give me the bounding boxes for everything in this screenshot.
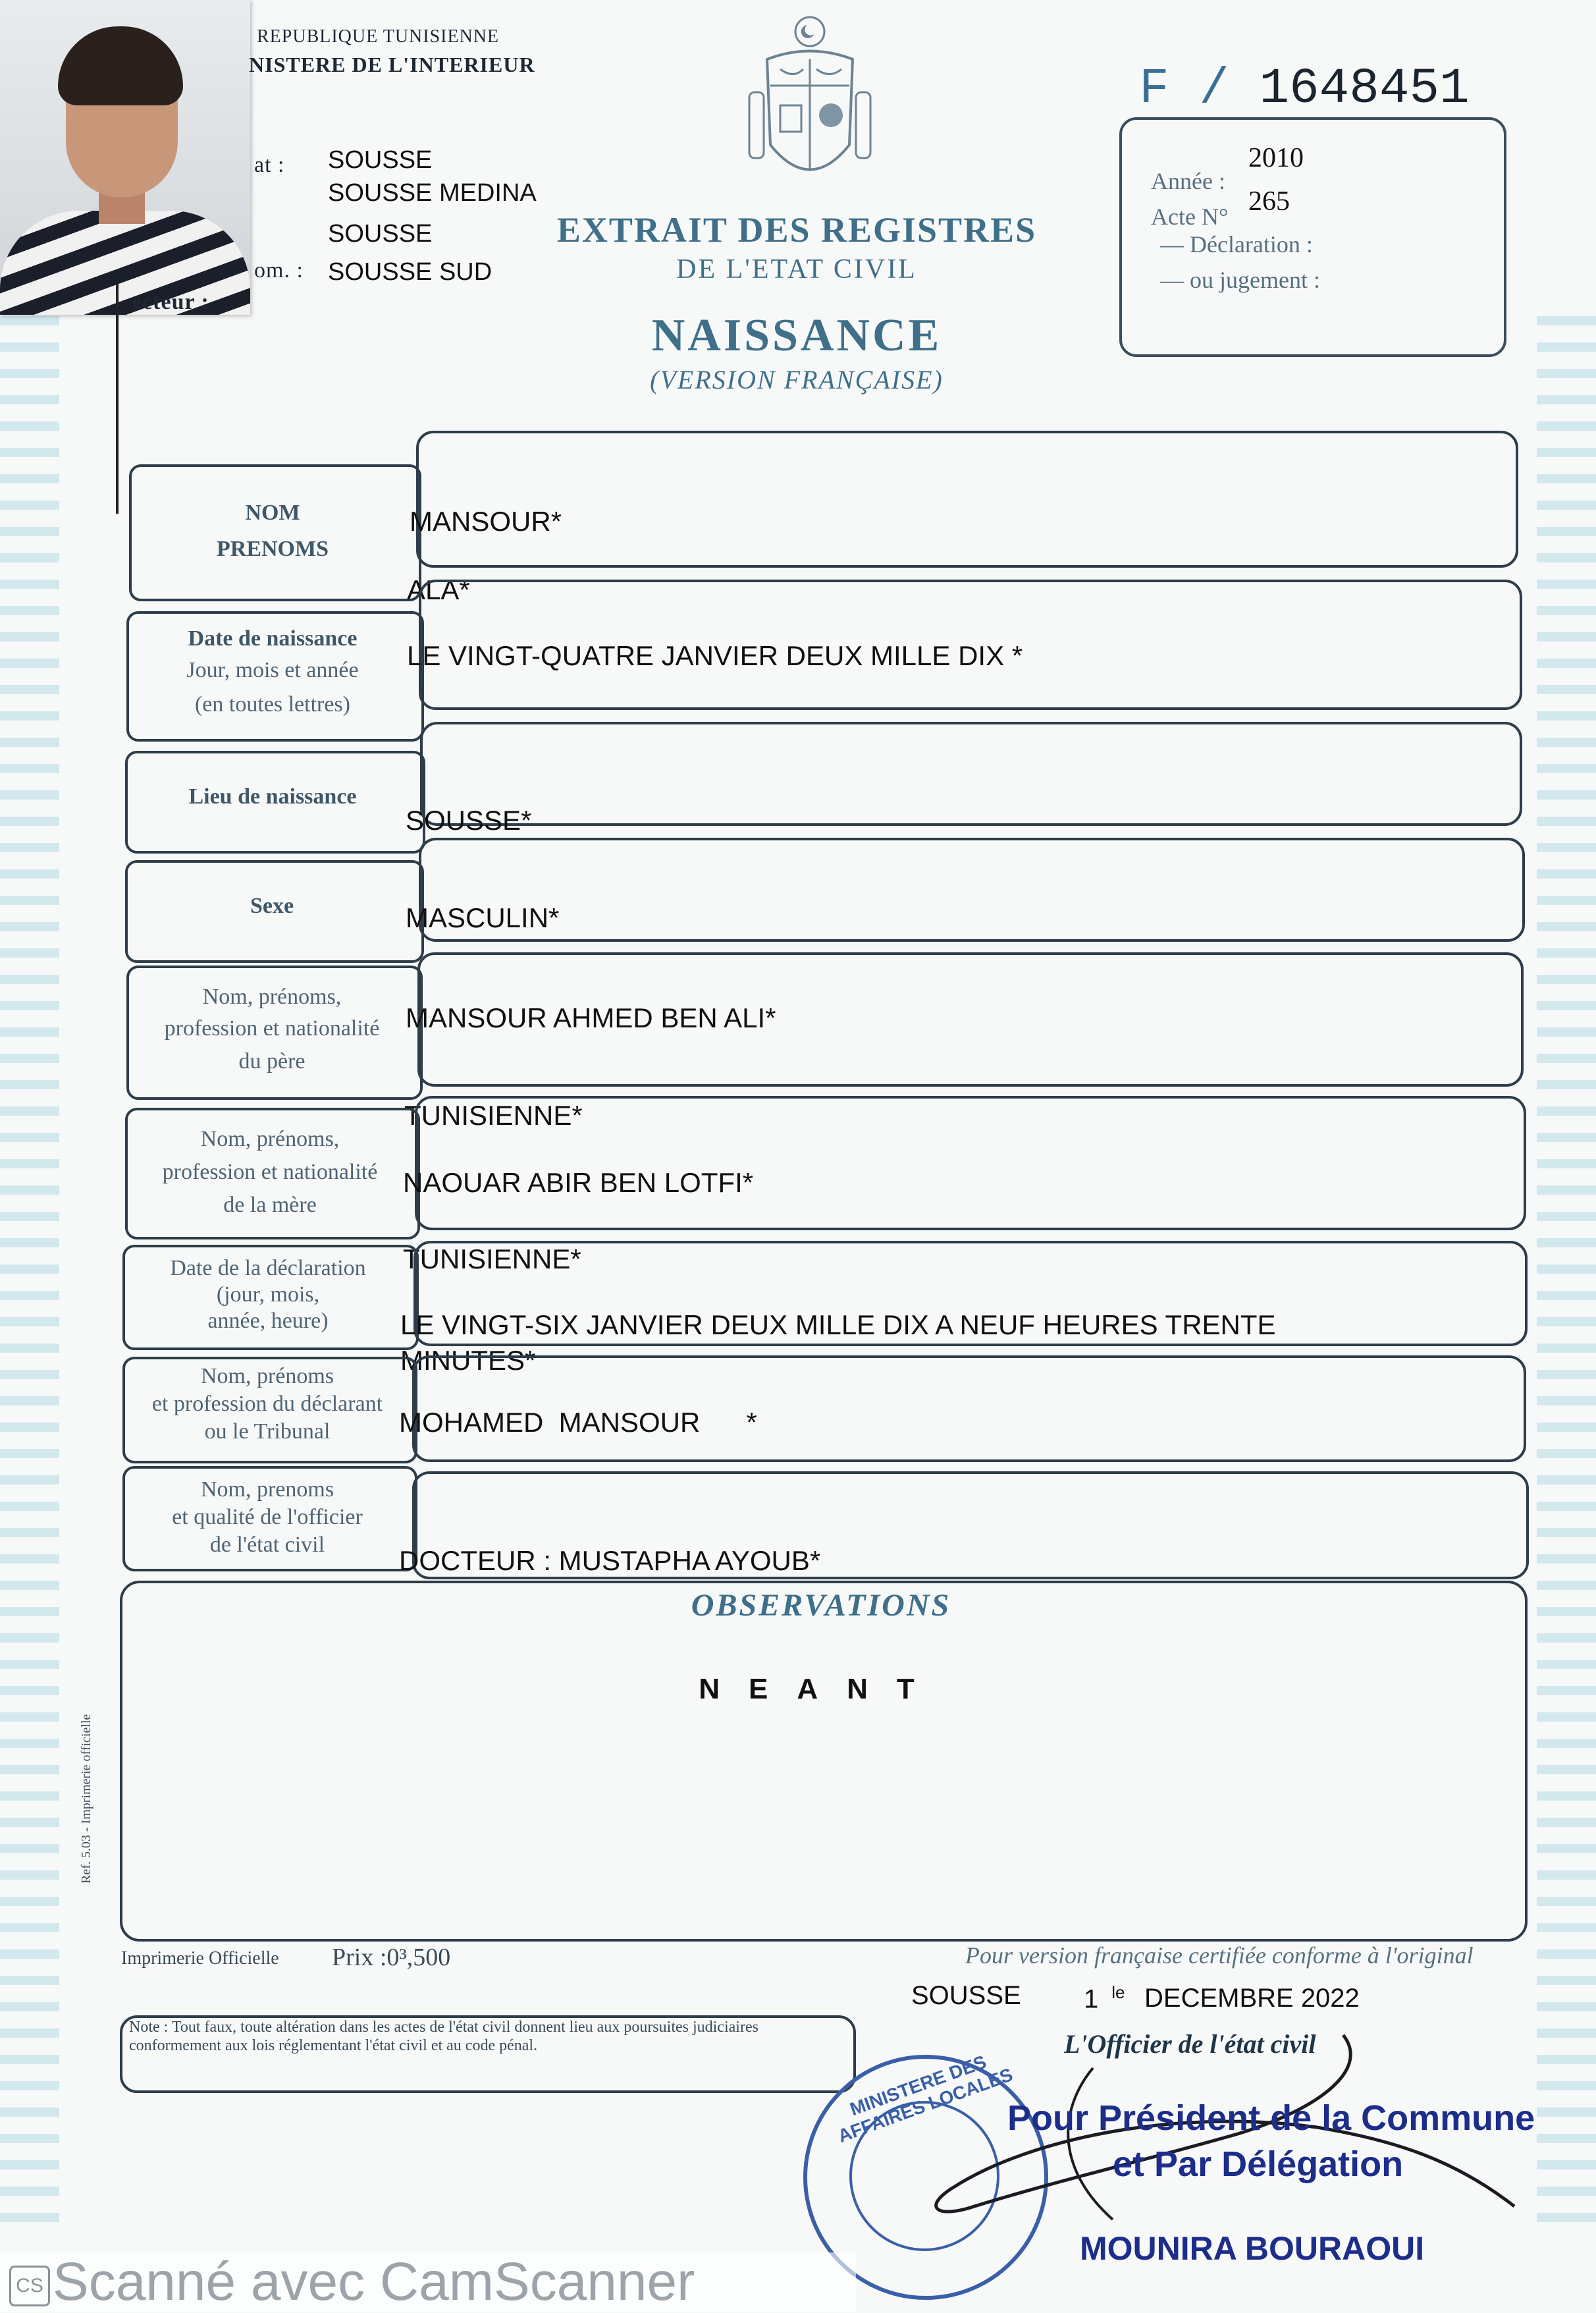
label-decl-3: année, heure): [207, 1309, 329, 1333]
acte-value: 265: [1248, 186, 1290, 217]
label-pere-3: du père: [238, 1049, 306, 1074]
observations-box: [120, 1581, 1528, 1942]
republic-label: REPUBLIQUE TUNISIENNE: [257, 26, 500, 47]
value-prenoms: ALA*: [407, 574, 470, 605]
label-pere-1: Nom, prénoms,: [202, 985, 342, 1009]
annee-label: Année :: [1151, 168, 1225, 194]
form-number-prefix: F /: [1139, 61, 1229, 117]
value-box-mere: [415, 1096, 1526, 1230]
value-box-sexe: [419, 838, 1525, 942]
value-pere-nationalite: TUNISIENNE*: [404, 1100, 583, 1131]
coat-of-arms-icon: [744, 7, 876, 198]
label-nom: NOM: [245, 501, 300, 525]
footer-month-year: DECEMBRE 2022: [1144, 1984, 1360, 2013]
footer-city: SOUSSE: [911, 1981, 1021, 2010]
officier-signature-label: L'Officier de l'état civil: [1064, 2029, 1316, 2059]
prix-label: Prix :0³,500: [332, 1944, 451, 1971]
value-sexe: MASCULIN*: [406, 902, 560, 933]
footer-day: 1 $^{le}$: [1084, 1982, 1125, 2014]
title-etat-civil: DE L'ETAT CIVIL: [676, 254, 917, 285]
title-version: (VERSION FRANÇAISE): [650, 365, 944, 395]
label-decl-2: (jour, mois,: [216, 1282, 320, 1307]
label-officier-3: de l'état civil: [209, 1533, 325, 1557]
observations-title: OBSERVATIONS: [691, 1588, 951, 1623]
label-sexe: Sexe: [250, 894, 294, 918]
gouvernorat-label: at :: [254, 153, 285, 177]
label-mere-2: profession et nationalité: [162, 1160, 378, 1184]
decorative-border-right: [1537, 316, 1596, 2226]
value-declaration-1: LE VINGT-SIX JANVIER DEUX MILLE DIX A NEUF HEURES TRENTE: [400, 1309, 1276, 1340]
title-naissance: NAISSANCE: [651, 310, 942, 361]
delegation-value: SOUSSE: [328, 220, 433, 248]
label-prenoms: PRENOMS: [217, 537, 329, 561]
stamp-line-1: Pour Président de la Commune: [1007, 2098, 1535, 2138]
certification-text: Pour version française certifiée conforme à l'original: [965, 1942, 1474, 1969]
margin-line: [116, 283, 119, 514]
value-pere-nom: MANSOUR AHMED BEN ALI*: [406, 1002, 776, 1033]
label-lieu: Lieu de naissance: [188, 784, 357, 809]
label-mere-3: de la mère: [223, 1193, 317, 1217]
form-number-value: 1648451: [1259, 61, 1470, 117]
label-date-1: Date de naissance: [188, 626, 358, 651]
label-officier-1: Nom, prenoms: [200, 1477, 334, 1502]
seal-text: MINISTERE DES AFFAIRES LOCALES: [835, 2051, 1016, 2147]
declaration-label: — Déclaration :: [1160, 231, 1313, 258]
camscanner-watermark: Scanné avec CamScanner: [53, 2252, 695, 2312]
id-photo: [0, 0, 250, 315]
observations-value: NEANT: [699, 1673, 944, 1705]
label-declarant-1: Nom, prénoms: [200, 1364, 334, 1388]
ministry-label: NISTERE DE L'INTERIEUR: [249, 53, 535, 76]
value-mere-nom: NAOUAR ABIR BEN LOTFI*: [403, 1167, 754, 1198]
arrondissement-label: om. :: [254, 258, 304, 283]
value-box-nom: [416, 431, 1518, 568]
decorative-border-left: [0, 316, 59, 2226]
value-date-naissance: LE VINGT-QUATRE JANVIER DEUX MILLE DIX *: [407, 640, 1023, 671]
secteur-label: ecteur :: [132, 290, 209, 314]
label-box-nom: [129, 464, 421, 601]
value-officier: DOCTEUR : MUSTAPHA AYOUB*: [399, 1545, 821, 1576]
stamp-line-2: et Par Délégation: [1113, 2144, 1404, 2184]
label-mere-1: Nom, prénoms,: [200, 1127, 340, 1151]
municipalite-value: SOUSSE MEDINA: [328, 179, 537, 207]
side-imprint: Ref. 5.03 - Imprimerie officielle: [79, 1714, 93, 1884]
value-lieu: SOUSSE*: [406, 805, 532, 836]
value-nom: MANSOUR*: [410, 506, 562, 537]
value-declaration-2: MINUTES*: [400, 1345, 536, 1376]
stamp-line-3: MOUNIRA BOURAOUI: [1080, 2230, 1425, 2267]
label-declarant-3: ou le Tribunal: [204, 1419, 331, 1444]
title-extrait: EXTRAIT DES REGISTRES: [556, 210, 1037, 250]
value-declarant: MOHAMED MANSOUR *: [399, 1407, 757, 1438]
acte-label: Acte N°: [1151, 204, 1229, 230]
label-date-2: Jour, mois et année: [186, 658, 359, 682]
jugement-label: — ou jugement :: [1160, 267, 1320, 293]
annee-value: 2010: [1248, 143, 1304, 173]
gouvernorat-value: SOUSSE: [328, 146, 433, 174]
label-declarant-2: et profession du déclarant: [151, 1392, 383, 1416]
label-pere-2: profession et nationalité: [164, 1016, 380, 1041]
value-mere-nationalite: TUNISIENNE*: [403, 1243, 581, 1274]
label-date-3: (en toutes lettres): [194, 692, 351, 717]
label-officier-2: et qualité de l'officier: [172, 1505, 363, 1529]
arrondissement-value: SOUSSE SUD: [328, 258, 492, 286]
form-number: [1139, 61, 1470, 117]
camscanner-logo-icon: CS: [9, 2266, 50, 2306]
note-text: Note : Tout faux, toute altération dans les actes de l'état civil donnent lieu aux poursuites judiciaires conformement aux lois réglementant l'état civil et au code pénal.: [129, 2019, 758, 2054]
value-box-lieu: [420, 722, 1522, 826]
imprimerie-label: Imprimerie Officielle: [121, 1948, 279, 1969]
label-decl-1: Date de la déclaration: [170, 1256, 366, 1280]
